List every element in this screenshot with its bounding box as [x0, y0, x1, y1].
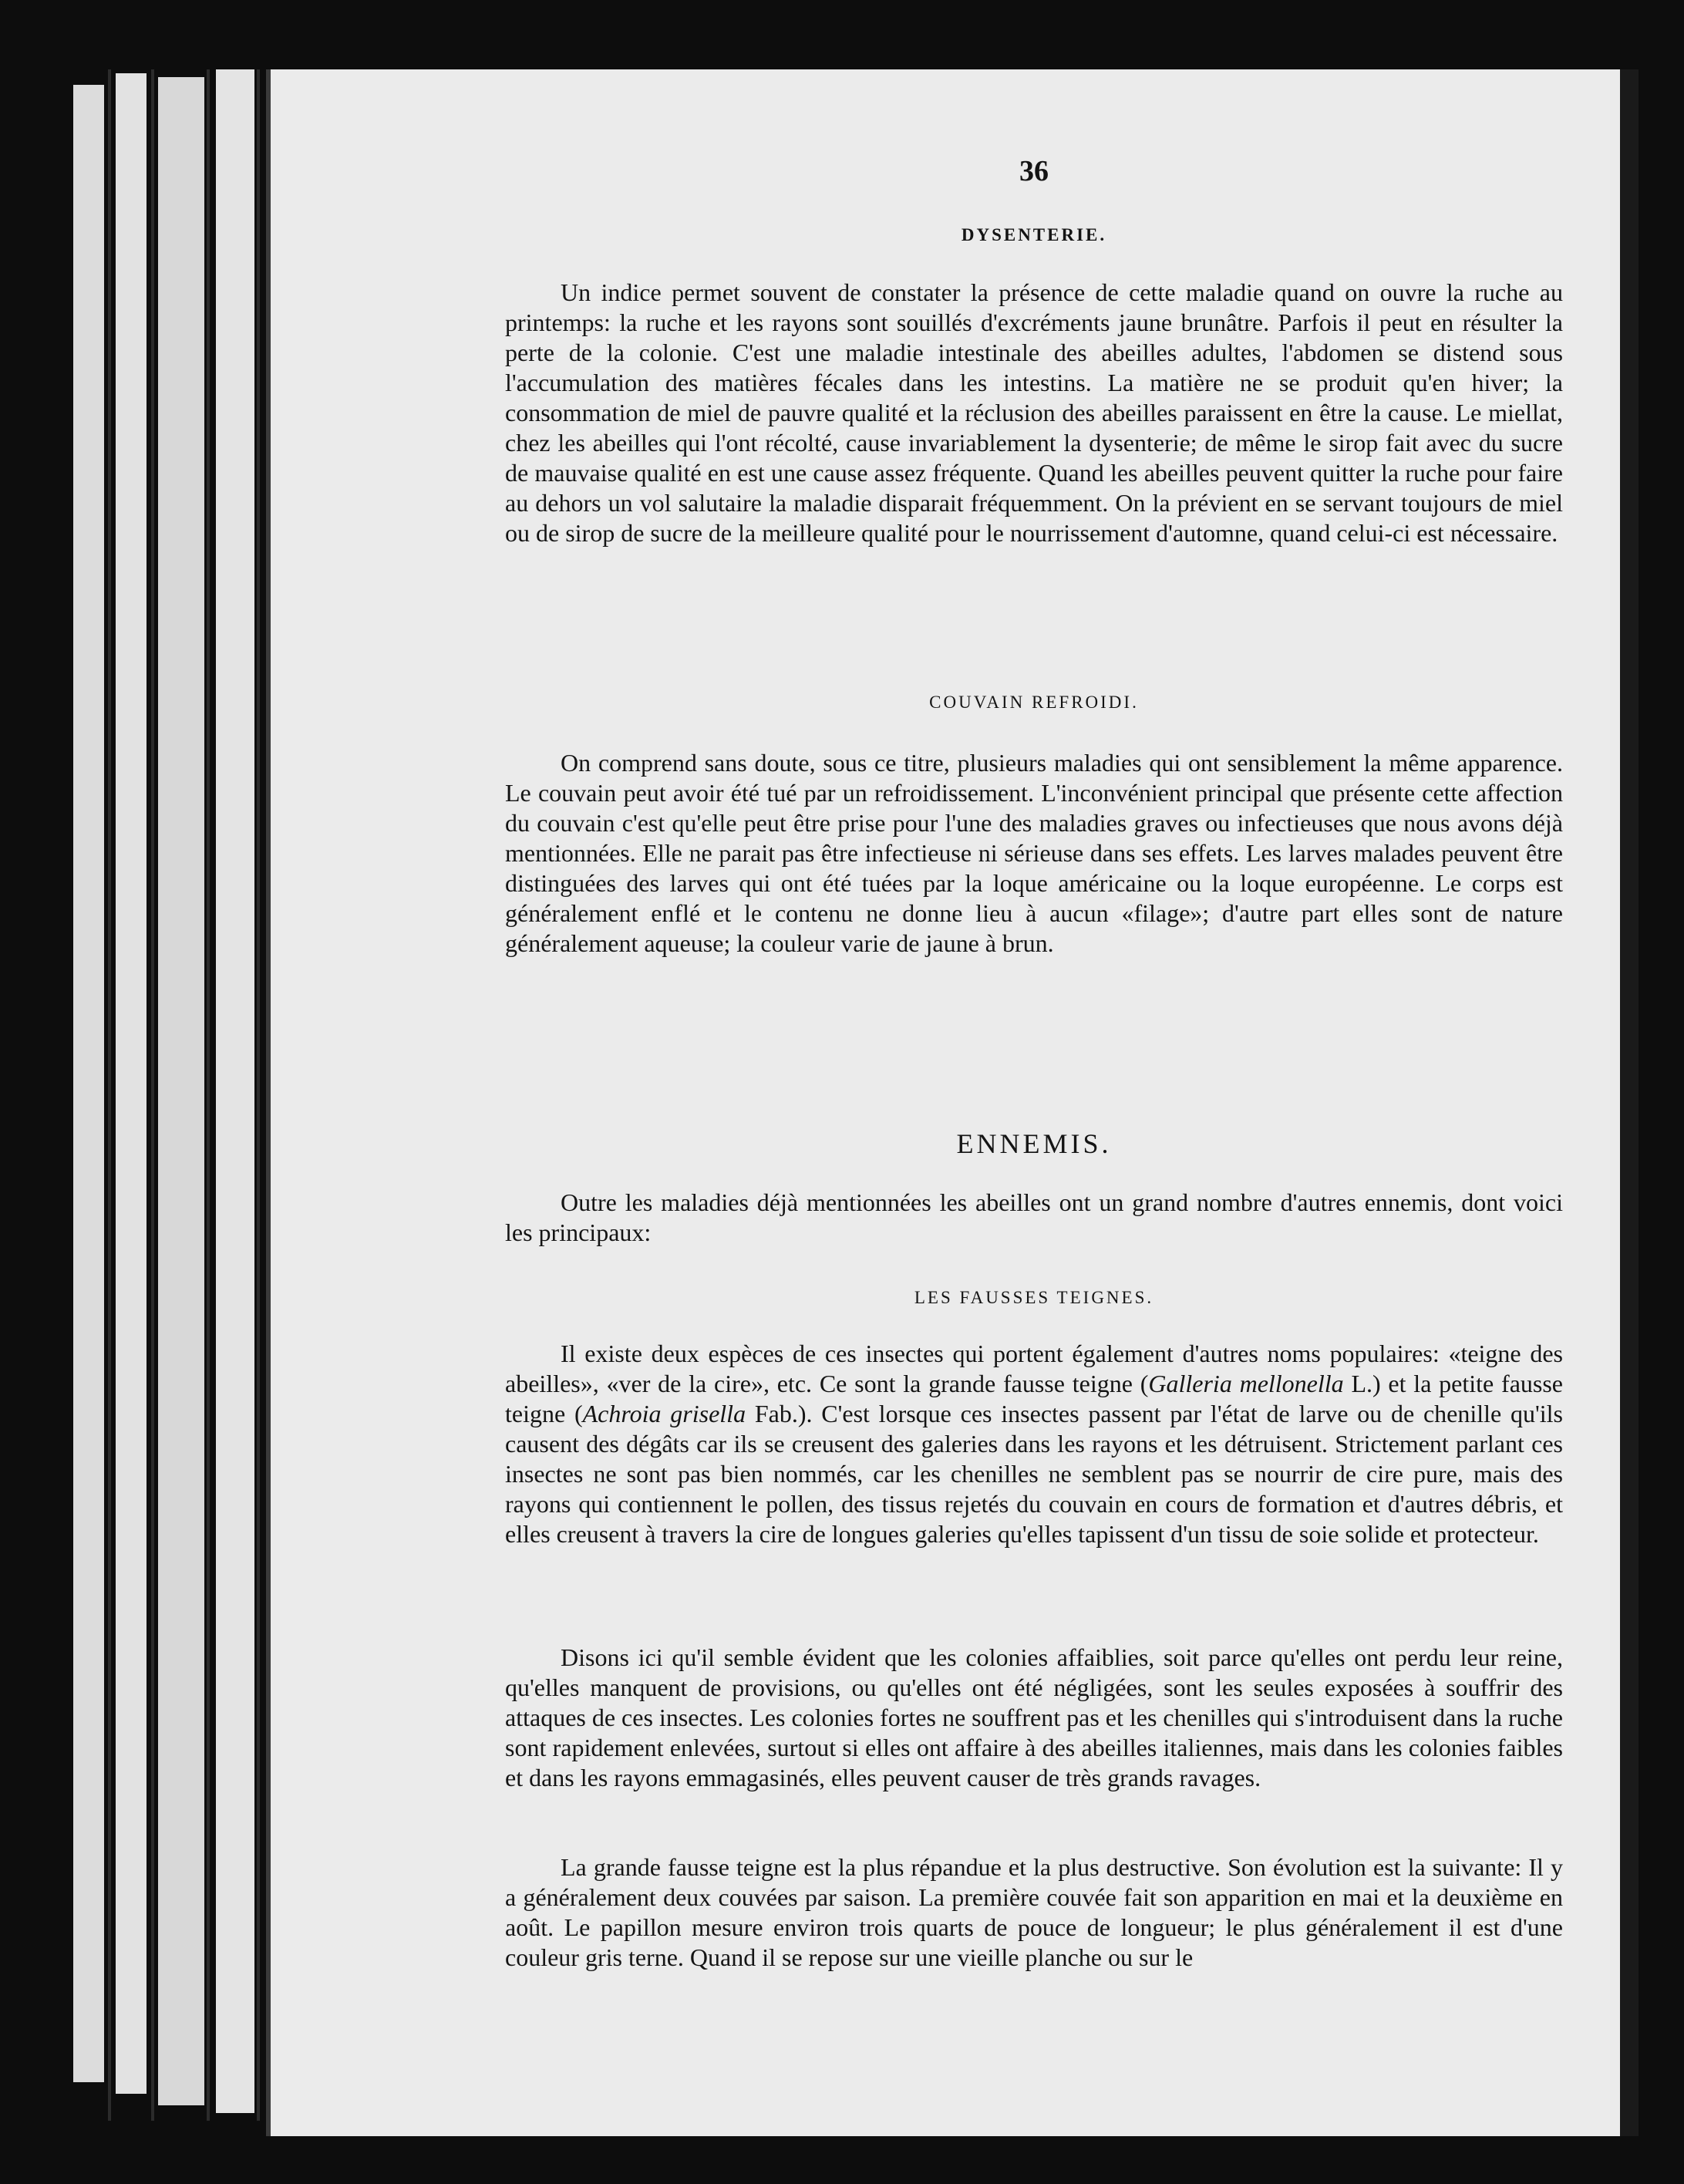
section-heading-dysentery: DYSENTERIE. [961, 225, 1107, 244]
page-edge-line [151, 69, 154, 2121]
text-run: Fab.). C'est lorsque ces insectes passent par l'état de larve ou de chenille qu'ils causent des dégâts car ils se creusent des galeries dans les rayons et les détruisent. Strictement parlant ces insectes ne sont pas bien nommés, car les chenilles ne semblent pas se nourrir de cire pure, mais des rayons qui contiennent le pollen, des tissus rejetés du couvain en cours de formation et d'autres débris, et elles creusent à travers la cire de longues galeries qu'elles tapissent d'un tissu de soie solide et protecteur. [505, 1400, 1563, 1548]
paragraph-dysentery: Un indice permet souvent de constater la présence de cette maladie quand on ouvre la ruche au printemps: la ruche et les rayons sont souillés d'excréments jaune brunâtre. Parfois il peut en résulter la perte de la colonie. C'est une maladie intestinale des abeilles adultes, l'abdomen se distend sous l'accumulation des matières fécales dans les intestins. La matière ne se produit qu'en hiver; la consommation de miel de pauvre qualité et la réclusion des abeilles paraissent en être la cause. Le miellat, chez les abeilles qui l'ont récolté, cause invariablement la dysenterie; de même le sirop fait avec du sucre de mauvaise qualité en est une cause assez fréquente. Quand les abeilles peuvent quitter la ruche pour faire au dehors un vol salutaire la maladie disparait fréquemment. On la prévient en se servant toujours de miel ou de sirop de sucre de la meilleure qualité pour le nourrissement d'automne, quand celui-ci est nécessaire. [505, 278, 1563, 547]
section-heading-enemies: ENNEMIS. [956, 1128, 1112, 1159]
paragraph-wax-moths-2: Disons ici qu'il semble évident que les colonies affaiblies, soit parce qu'elles ont perdu leur reine, qu'elles manquent de provisions, ou qu'elles ont été négligées, sont les seules exposées à souffrir des attaques de ces insectes. Les colonies fortes ne souffrent pas et les chenilles qui s'introduisent dans la ruche sont rapidement enlevées, surtout si elles ont affaire à des abeilles italiennes, mais dans les colonies faibles et dans les rayons emmagasinés, elles peuvent causer de très grands ravages. [505, 1643, 1563, 1791]
section-heading-chilled-brood: COUVAIN REFROIDI. [929, 693, 1139, 712]
page-edge [73, 85, 104, 2082]
section-heading-wax-moths: LES FAUSSES TEIGNES. [914, 1288, 1154, 1307]
latin-name: Galleria mellonella [1148, 1370, 1344, 1397]
latin-name: Achroia grisella [582, 1400, 746, 1427]
paragraph-wax-moths-1 [505, 1339, 1563, 1549]
text-run: L.) et la petite fausse teigne ( [505, 1370, 1564, 1427]
paragraph-wax-moths-3: La grande fausse teigne est la plus répandue et la plus destructive. Son évolution est la suivante: Il y a généralement deux couvées par saison. La première couvée fait son apparition en mai et la deuxième en août. Le papillon mesure environ trois quarts de pouce de longueur; le plus généralement il est d'une couleur gris terne. Quand il se repose sur une vieille planche ou sur le [505, 1853, 1563, 1971]
page-edge [216, 69, 254, 2113]
page-edge-line [108, 69, 111, 2121]
page-number: 36 [1019, 155, 1049, 187]
paragraph-chilled-brood: On comprend sans doute, sous ce titre, plusieurs maladies qui ont sensiblement la même apparence. Le couvain peut avoir été tué par un refroidissement. L'inconvénient principal que présente cette affection du couvain c'est qu'elle peut être prise pour l'une des maladies graves ou infectieuses que nous avons déjà mentionnées. Elle ne parait pas être infectieuse ni sérieuse dans ses effets. Les larves malades peuvent être distinguées des larves qui ont été tuées par la loque américaine ou la loque européenne. Le corps est généralement enflé et le contenu ne donne lieu à aucun «filage»; d'autre part elles sont de nature généralement aqueuse; la couleur varie de jaune à brun. [505, 749, 1563, 957]
document-page [266, 69, 1639, 2136]
text-run: Il existe deux espèces de ces insectes qui portent également d'autres noms populaires: «teigne des abeilles», «ver de la cire», etc. Ce sont la grande fausse teigne ( [505, 1340, 1563, 1397]
page-edge-line [257, 69, 260, 2121]
page-edge-line [207, 69, 210, 2121]
page-edge [116, 73, 147, 2094]
paragraph-enemies: Outre les maladies déjà mentionnées les abeilles ont un grand nombre d'autres ennemis, dont voici les principaux: [505, 1188, 1563, 1246]
page-edge [158, 77, 204, 2105]
